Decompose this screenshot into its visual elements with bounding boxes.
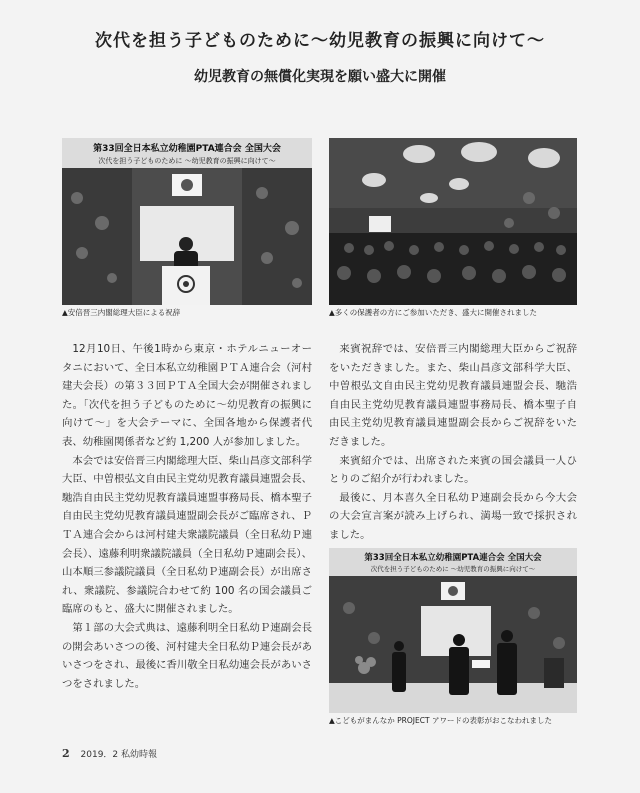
banner-subtitle: 次代を担う子どものために ～幼児教育の振興に向けて～	[370, 565, 536, 573]
photo-award-caption: ▲こどもがまんなか PROJECT アワードの表彰がおこなわれました	[329, 716, 552, 725]
article-right-column	[329, 340, 577, 545]
article-paragraph: 第１部の大会式典は、遠藤利明全日私幼Ｐ連副会長の開会あいさつの後、河村建夫全日私幼Ｐ連会長があいさつをされ、最後に香川敬全日私幼連会長があいさつをされました。	[62, 621, 312, 690]
photo-audience	[329, 138, 577, 305]
photo-audience-image	[329, 138, 577, 305]
page-footer	[62, 747, 157, 760]
article-paragraph: 来賓祝辞では、安倍晋三内閣総理大臣からご祝辞をいただきました。また、柴山昌彦文部科学大臣、中曽根弘文自由民主党幼児教育議員連盟会長、馳浩自由民主党幼児教育議員連盟事務局長、橋本聖子自由民主党幼児教育議員連盟副会長からご祝辞をいただきました。	[329, 343, 577, 448]
article-left-column	[62, 340, 312, 693]
article-paragraph: 最後に、月本喜久全日私幼Ｐ連副会長から今大会の大会宣言案が読み上げられ、満場一致で採択されました。	[329, 491, 577, 541]
article-paragraph: 12月10日、午後1時から東京・ホテルニューオータニにおいて、全日本私立幼稚園ＰＴＡ連合会（河村建夫会長）の第３３回ＰＴＡ全国大会が開催されました。「次代を担う子どものために～幼児教育の振興に向けて～」を大会テーマに、全国各地から保護者代表、幼稚園関係者など約 1,200 人が参加しました。	[62, 343, 312, 448]
banner-subtitle: 次代を担う子どものために ～幼児教育の振興に向けて～	[98, 157, 276, 165]
photo-award-image	[329, 548, 577, 713]
photo-audience-caption: ▲多くの保護者の方にご参加いただき、盛大に開催されました	[329, 308, 537, 317]
banner-title: 第33回全日本私立幼稚園PTA連合会 全国大会	[364, 553, 542, 563]
article-title: 次代を担う子どものために～幼児教育の振興に向けて～	[95, 31, 545, 51]
article-paragraph: 来賓紹介では、出席された来賓の国会議員一人ひとりのご紹介が行われました。	[329, 454, 577, 486]
page-number: 2	[62, 747, 70, 760]
article-paragraph: 本会では安倍晋三内閣総理大臣、柴山昌彦文部科学大臣、中曽根弘文自由民主党幼児教育議員連盟会長、馳浩自由民主党幼児教育議員連盟事務局長、橋本聖子自由民主党幼児教育議員連盟副会長がご臨席され、ＰＴＡ連合会からは河村建夫衆議院議員（全日私幼Ｐ連会長）、遠藤利明衆議院議員（全日私幼Ｐ連副会長）、山本順三参議院議員（全日私幼Ｐ連副会長）が出席され、衆議院、参議院合わせて約 100 名の国会議員ご臨席のもと、盛大に開催されました。	[62, 454, 312, 616]
photo-pm-speech-image	[62, 138, 312, 305]
article-subtitle: 幼児教育の無償化実現を願い盛大に開催	[194, 69, 446, 85]
banner-title: 第33回全日本私立幼稚園PTA連合会 全国大会	[93, 144, 281, 154]
photo-pm-speech	[62, 138, 312, 305]
photo-pm-speech-caption: ▲安倍晋三内閣総理大臣による祝辞	[62, 308, 181, 317]
issue-label: 2019．2 私幼時報	[80, 750, 158, 760]
photo-award	[329, 548, 577, 713]
